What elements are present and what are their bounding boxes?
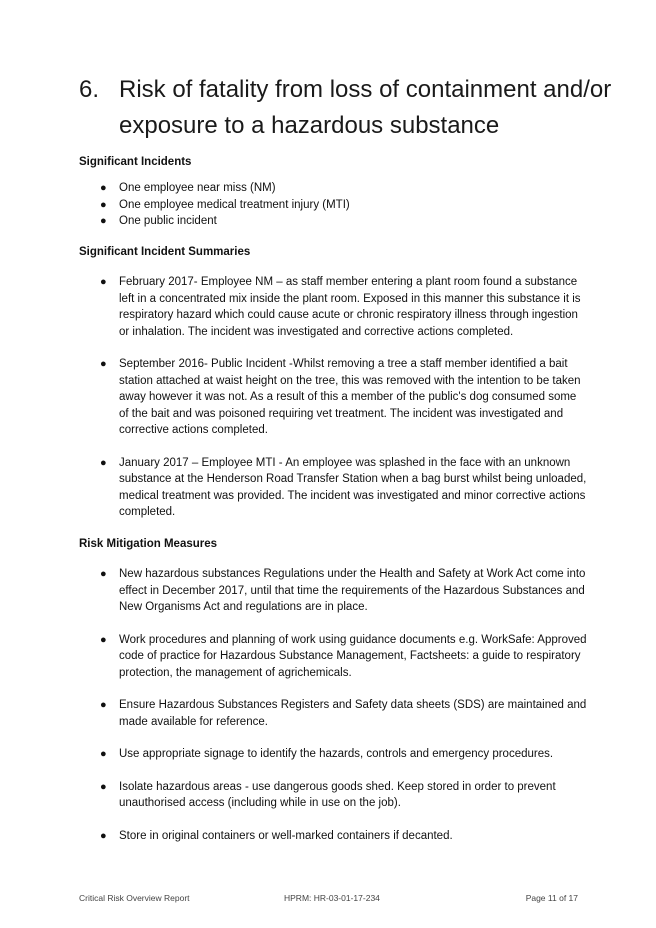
list-item: ● Isolate hazardous areas - use dangerous goods shed. Keep stored in order to prevent unauthorised access (including while in use on the job). [100,780,556,809]
list-item: ● Store in original containers or well-marked containers if decanted. [79,828,589,845]
section-number: 6. [79,76,100,103]
list-item: ● New hazardous substances Regulations under the Health and Safety at Work Act come into effect in December 2017, until that time the requirements of the Hazardous Substances and New Organisms Act and regulations are in place. [100,568,586,613]
bullet-icon: ● [100,748,107,760]
incident-summaries-list [79,274,589,521]
list-item: ● Use appropriate signage to identify the hazards, controls and emergency procedures. [79,746,589,763]
section-heading [79,72,612,144]
footer-page-number: Page 11 of 17 [525,893,578,903]
bullet-icon: ● [100,780,107,793]
bullet-icon: ● [100,358,107,370]
bullet-icon: ● [100,215,107,227]
bullet-icon: ● [100,568,107,580]
heading-line-1: Risk of fatality from loss of containment and/or [119,76,612,103]
footer-report-name: Critical Risk Overview Report [79,893,190,903]
list-item: ● January 2017 – Employee MTI - An employee was splashed in the face with an unknown substance at the Henderson Road Transfer Station when a bag burst whilst being unloaded, medical treatment was provided. The incident was investigated and minor corrective actions completed. [100,456,587,518]
bullet-icon: ● [100,198,107,211]
mitigation-title: Risk Mitigation Measures [79,538,218,550]
list-item: ● One employee medical treatment injury (MTI) [79,197,589,214]
list-item: ● Work procedures and planning of work using guidance documents e.g. WorkSafe: Approved code of practice for Hazardous Substance Management, Factsheets: a guide to respiratory protection, the management of agrichemicals. [100,633,587,679]
significant-incidents-list [79,180,589,230]
bullet-icon: ● [100,182,107,194]
bullet-icon: ● [100,829,107,842]
list-item: ● February 2017- Employee NM – as staff member entering a plant room found a substance left in a concentrated mix inside the plant room. Exposed in this manner this substance it is respiratory hazard which could cause acute or chronic respiratory illness through ingestion or inhalation. The incident was investigated and corrective actions completed. [100,276,581,338]
footer-document-ref: HPRM: HR-03-01-17-234 [284,893,380,903]
bullet-icon: ● [100,456,107,469]
list-item: ● One employee near miss (NM) [79,180,589,197]
mitigation-list [79,566,589,844]
bullet-icon: ● [100,633,107,646]
significant-incidents-title: Significant Incidents [79,156,192,168]
bullet-icon: ● [100,276,107,288]
bullet-icon: ● [100,699,107,711]
list-item: ● Ensure Hazardous Substances Registers and Safety data sheets (SDS) are maintained and made available for reference. [100,699,587,728]
incident-summaries-title: Significant Incident Summaries [79,246,251,258]
list-item: ● September 2016- Public Incident -Whilst removing a tree a staff member identified a bait station attached at waist height on the tree, this was removed with the intention to be taken away however it was not. As a result of this a member of the public's dog consumed some of the bait and was poisoned requiring vet treatment. The incident was investigated and corrective actions completed. [100,358,581,436]
list-item: ● One public incident [79,213,589,230]
heading-line-2: exposure to a hazardous substance [119,112,500,139]
